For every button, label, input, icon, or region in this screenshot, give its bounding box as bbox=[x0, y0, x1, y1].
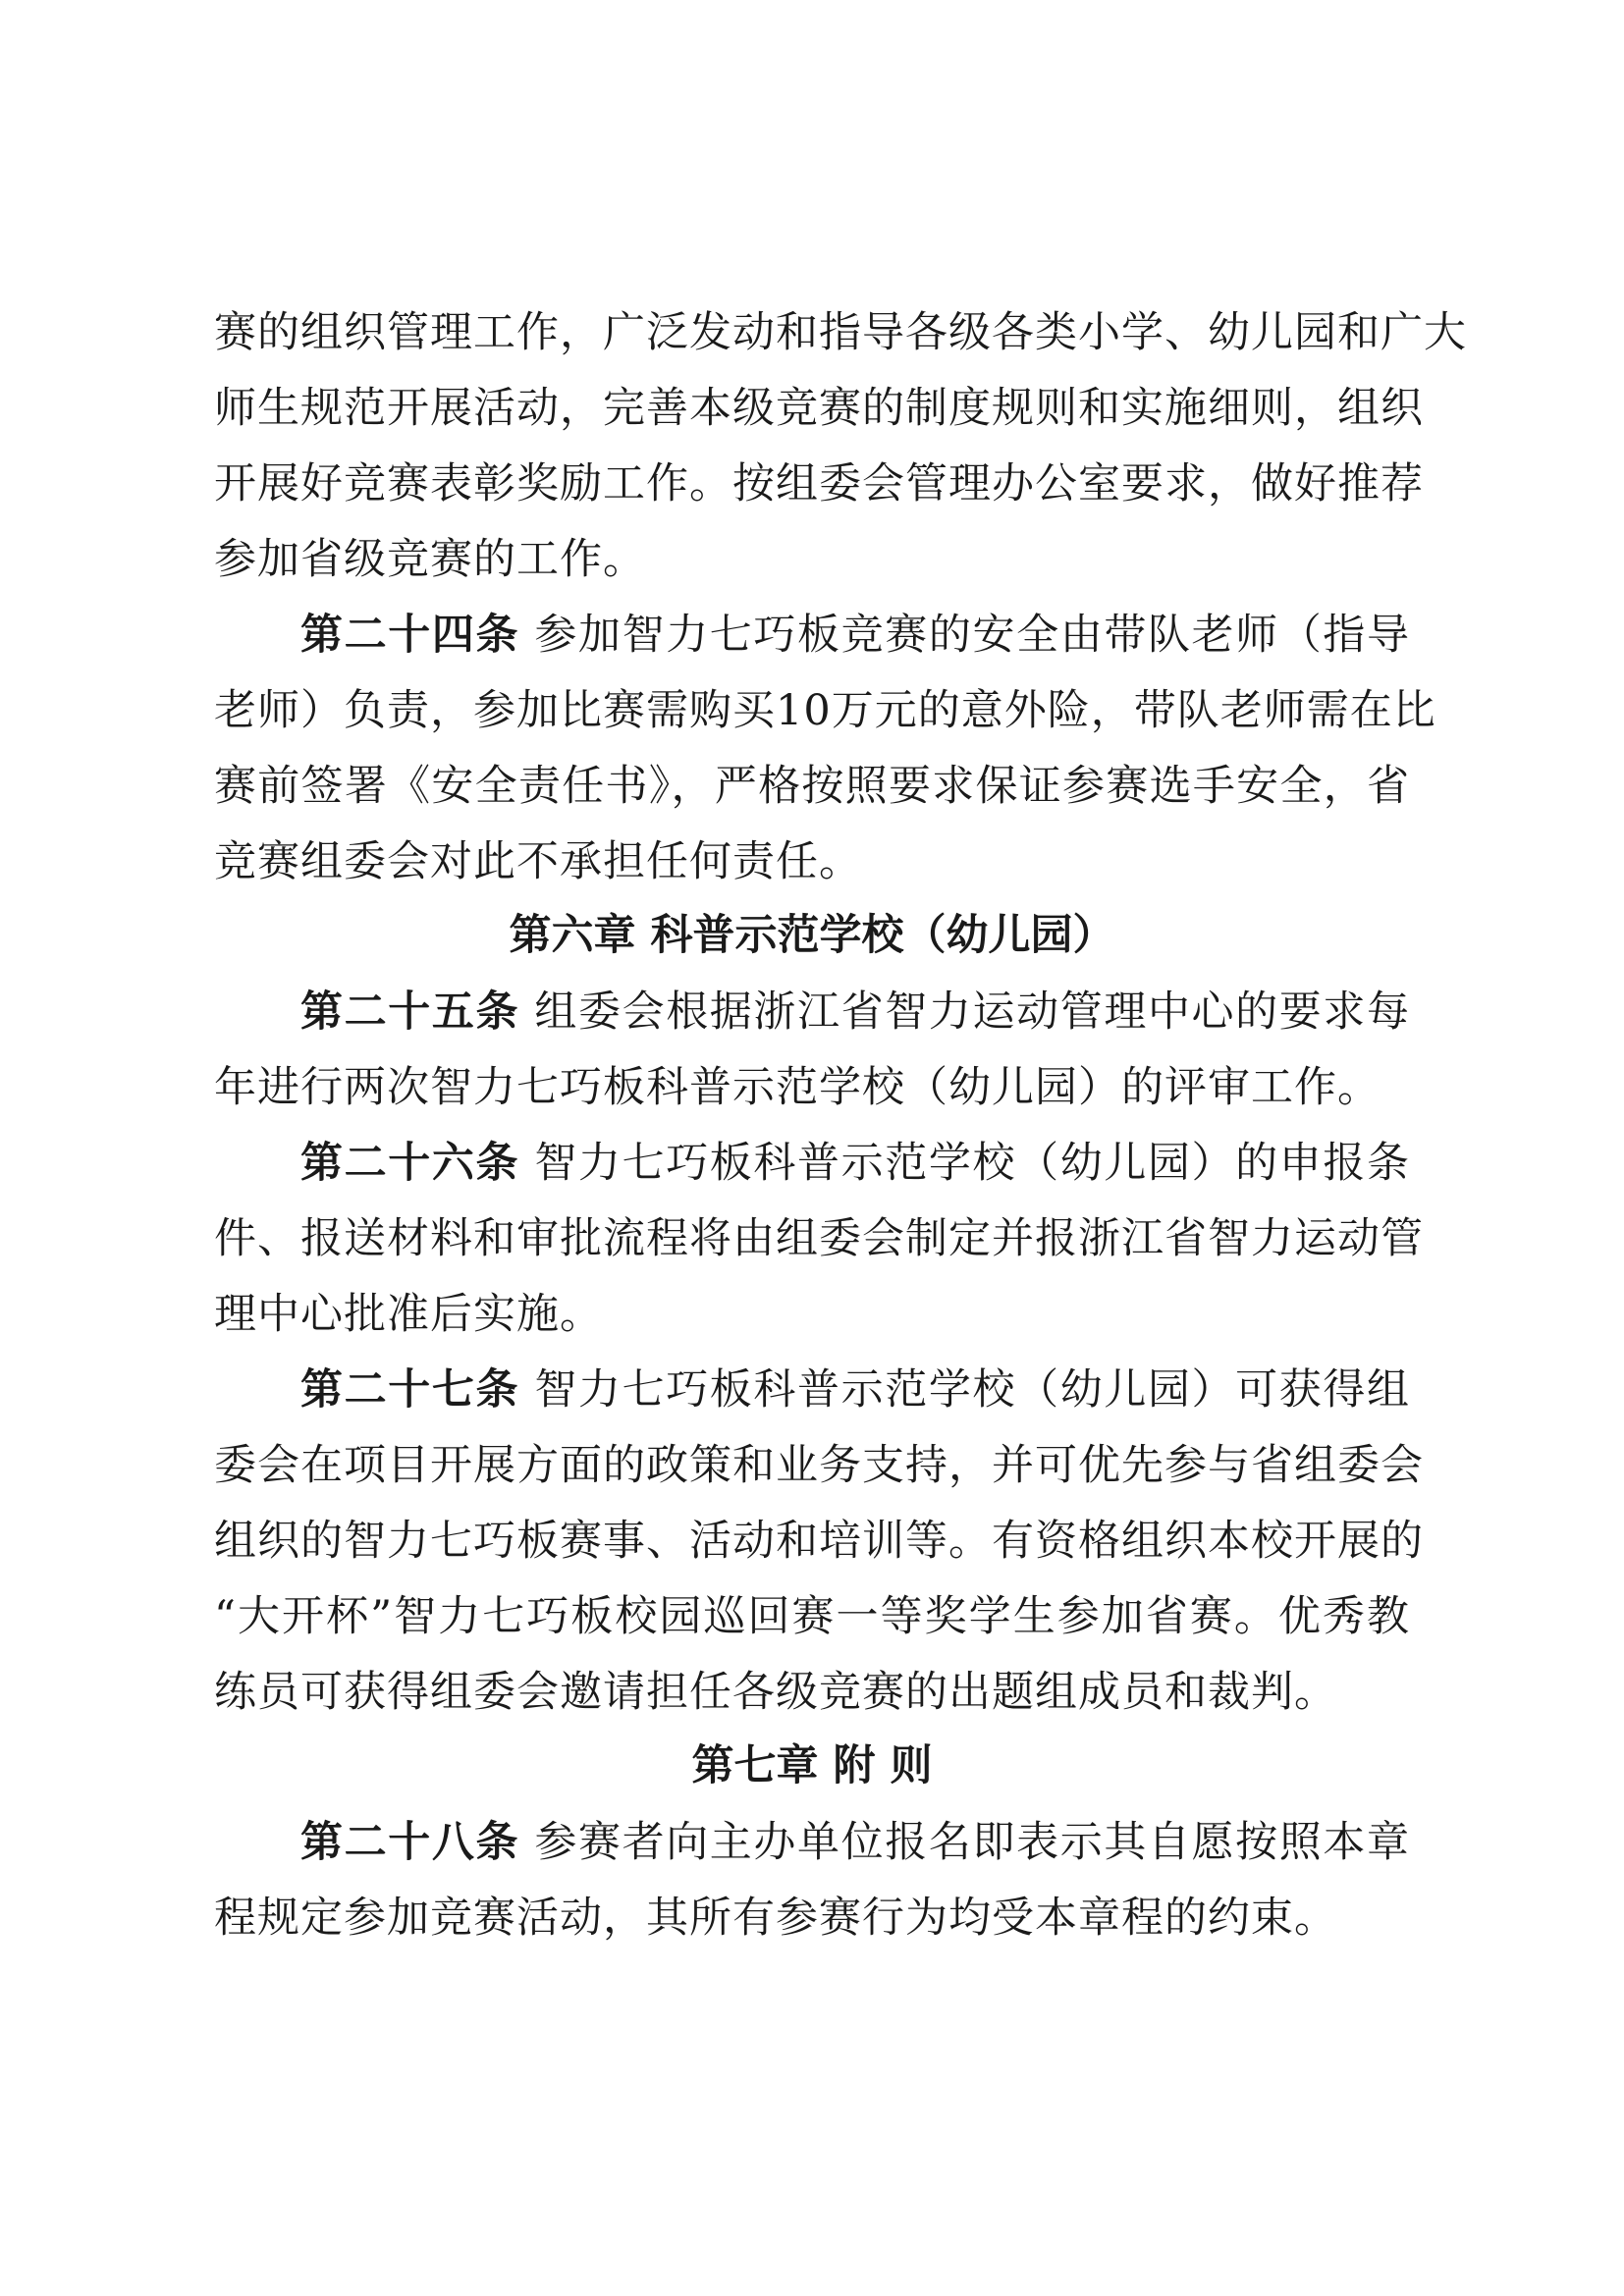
text-line: 赛的组织管理工作，广泛发动和指导各级各类小学、幼儿园和广大 bbox=[214, 308, 1467, 357]
text-line: 程规定参加竞赛活动，其所有参赛行为均受本章程的约束。 bbox=[214, 1894, 1337, 1943]
text-line: 委会在项目开展方面的政策和业务支持，并可优先参与省组委会 bbox=[214, 1441, 1424, 1490]
text-line: 赛前签署《安全责任书》，严格按照要求保证参赛选手安全，省 bbox=[214, 762, 1410, 811]
chapter-heading: 第七章 附 则 bbox=[691, 1741, 933, 1790]
article-first-line bbox=[300, 1133, 1410, 1194]
text-line: 组织的智力七巧板赛事、活动和培训等。有资格组织本校开展的 bbox=[214, 1517, 1424, 1566]
text-line: 老师）负责，参加比赛需购买10万元的意外险，带队老师需在比 bbox=[214, 686, 1436, 735]
text-line: 智力七巧板科普示范学校（幼儿园）可获得组 bbox=[519, 1365, 1411, 1415]
text-line: 参加智力七巧板竞赛的安全由带队老师（指导 bbox=[519, 611, 1411, 660]
article-first-line bbox=[300, 982, 1410, 1042]
text-line: 师生规范开展活动，完善本级竞赛的制度规则和实施细则，组织 bbox=[214, 384, 1424, 433]
text-line: “大开杯”智力七巧板校园巡回赛一等奖学生参加省赛。优秀教 bbox=[214, 1592, 1410, 1641]
text-line: 开展好竞赛表彰奖励工作。按组委会管理办公室要求，做好推荐 bbox=[214, 459, 1424, 508]
chapter-heading: 第六章 科普示范学校（幼儿园） bbox=[509, 911, 1115, 960]
article-first-line bbox=[300, 1360, 1410, 1420]
text-line: 件、报送材料和审批流程将由组委会制定并报浙江省智力运动管 bbox=[214, 1214, 1424, 1263]
text-line: 参加省级竞赛的工作。 bbox=[214, 535, 646, 584]
text-line: 组委会根据浙江省智力运动管理中心的要求每 bbox=[519, 988, 1411, 1037]
article-number: 第二十七条 bbox=[300, 1365, 520, 1415]
text-line: 参赛者向主办单位报名即表示其自愿按照本章 bbox=[519, 1818, 1411, 1867]
article-number: 第二十五条 bbox=[300, 988, 520, 1037]
article-number: 第二十四条 bbox=[300, 611, 520, 660]
article-number: 第二十八条 bbox=[300, 1818, 520, 1867]
article-first-line bbox=[300, 1812, 1410, 1873]
text-line: 年进行两次智力七巧板科普示范学校（幼儿园）的评审工作。 bbox=[214, 1063, 1380, 1112]
text-line: 理中心批准后实施。 bbox=[214, 1290, 603, 1339]
text-line: 练员可获得组委会邀请担任各级竞赛的出题组成员和裁判。 bbox=[214, 1668, 1337, 1717]
text-line: 竞赛组委会对此不承担任何责任。 bbox=[214, 837, 862, 886]
text-line: 智力七巧板科普示范学校（幼儿园）的申报条 bbox=[519, 1139, 1411, 1188]
article-first-line bbox=[300, 605, 1410, 666]
article-number: 第二十六条 bbox=[300, 1139, 520, 1188]
